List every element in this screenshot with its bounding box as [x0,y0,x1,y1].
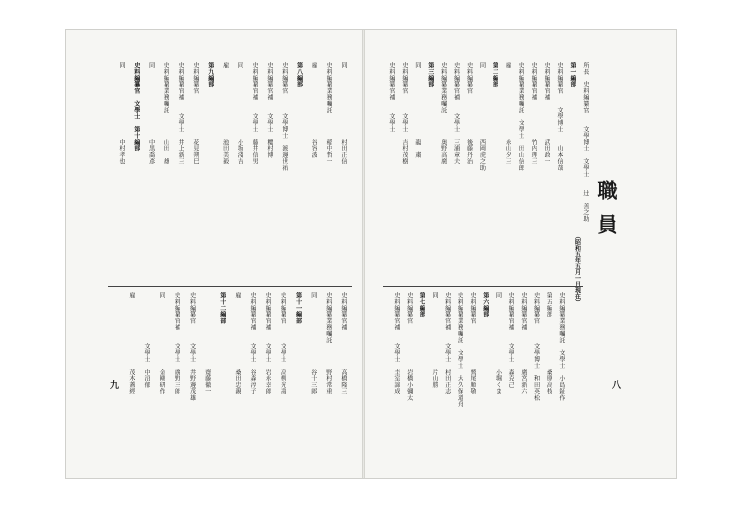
staff-column: 史料編纂業務囑託 稲中哲一 [325,62,333,165]
staff-column: 史料編纂官補 文學士 岩永幸郎 [264,292,272,395]
staff-column: 同 西岡虎之助 [478,62,486,171]
staff-column: 同 村田正信 [340,62,347,165]
staff-column: 第一編部 [569,62,577,88]
staff-column: 同 中黒喬彥 [147,62,155,165]
staff-column: 史料編纂業務囑託 山田 雄 [162,62,170,165]
staff-column: 史料編纂官 文學士 第十編部 [132,62,140,152]
staff-column: 史料編纂業務囑託 文學士 田山信郎 [517,62,525,171]
staff-column: 史料編纂官補 文學士 [388,62,395,133]
staff-column: 史料編纂官 岩橋小彌太 [405,292,413,401]
staff-column: 所長 史料編纂官 文學博士 文學士 辻 善之助 [582,62,589,222]
staff-column: 史料編纂官 文學博士 山本信哉 [556,62,564,171]
page-title: 職員 [594,180,618,248]
staff-column: 第九編部 [206,62,214,88]
staff-column: 雇 桑田忠親 [234,292,241,395]
staff-column: 史料編纂官 文學士 高柳光壽 [279,292,287,395]
divider-left-page [108,286,352,287]
staff-column: 史料編纂業務囑託 奥野高廣 [439,62,447,165]
staff-column: 史料編纂官補 竹内理三 [530,62,538,165]
staff-column: 史料編纂官 花見朔巳 [192,62,199,165]
staff-column: 史料編纂官 文學士 井野邊茂雄 [188,292,196,401]
staff-column: 史料編纂官補 文學士 井上新三 [177,62,185,165]
divider-right-page [383,286,583,287]
staff-column: 史料編纂官補 廣宮新六 [519,292,527,395]
staff-column: 史料編纂官補 文學士 森克己 [507,292,515,388]
staff-column: 第十二編部 [218,292,226,324]
staff-column: 史料編纂官補 文學士 藤井信男 [251,62,259,165]
staff-column: 史料編纂官補 文學士 村田正志 [443,292,451,395]
staff-column: 雇 茂木蓋經 [128,292,135,395]
staff-column: 雇 谷容波 [310,62,318,158]
staff-column: 史料編纂官補 文學士 圭室諦成 [393,292,400,395]
staff-column: 第八編部 [295,62,303,88]
staff-column: 齋藤徹一 [203,292,211,395]
staff-column: 史料編纂官補 文學士 廣野三郎 [173,292,181,395]
staff-column: 同 小堀くま [494,292,502,395]
staff-column: 雇 池田美毅 [221,62,229,165]
staff-column: 第十一編部 [294,292,302,324]
staff-column: 第六編部 [481,292,489,318]
staff-column: 史料編纂官 後藤丹治 [465,62,473,165]
staff-column: 史料編纂官 鷲尾順敬 [469,292,477,395]
staff-column: 雇 永山夕三 [504,62,512,165]
staff-column: 第二編部 [491,62,499,88]
date-note: （昭和五年五月一日現在） [573,233,581,305]
staff-column: 同 龍 粛 [413,62,421,158]
staff-column: 同 片山勝 [431,292,439,388]
staff-column: 史料編纂官補 文學士 三浦章夫 [452,62,460,165]
staff-column: 同 谷十三郎 [309,292,317,395]
staff-column: 第五編部 桑原高枝 [545,292,553,395]
staff-column: 史料編纂官 文學士 吉村茂樹 [400,62,408,165]
staff-column: 文學士 中沼郁 [143,292,151,388]
page-number-left: 九 [110,381,120,391]
staff-column: 史料編纂官補 武田政一 [543,62,551,165]
staff-column: 史料編纂官補 高橋隆三 [340,292,347,395]
staff-column: 同 金剛研作 [158,292,166,395]
staff-column: 史料編纂業務囑託 野村常重 [324,292,332,395]
staff-column: 同 中村孝也 [118,62,125,165]
book-gutter [362,30,365,478]
staff-column: 同 小坂淺吉 [236,62,244,165]
staff-column: 史料編纂業務囑託 文學士 大久保道舟 [456,292,464,408]
staff-column: 第三編部 [426,62,434,88]
staff-column: 史料編纂官補 文學士 櫻村博 [266,62,273,158]
staff-column: 史料編纂官 文學博士 和田英松 [532,292,540,401]
page-number-right: 八 [612,381,622,391]
staff-column: 史料編纂業務囑託 文學士 小島鉦作 [558,292,565,401]
staff-column: 史料編纂官 文學博士 渡邊世祐 [280,62,288,171]
staff-column: 史料編纂官補 文學士 谷森淳子 [249,292,257,395]
staff-column: 第七編部 [418,292,426,318]
